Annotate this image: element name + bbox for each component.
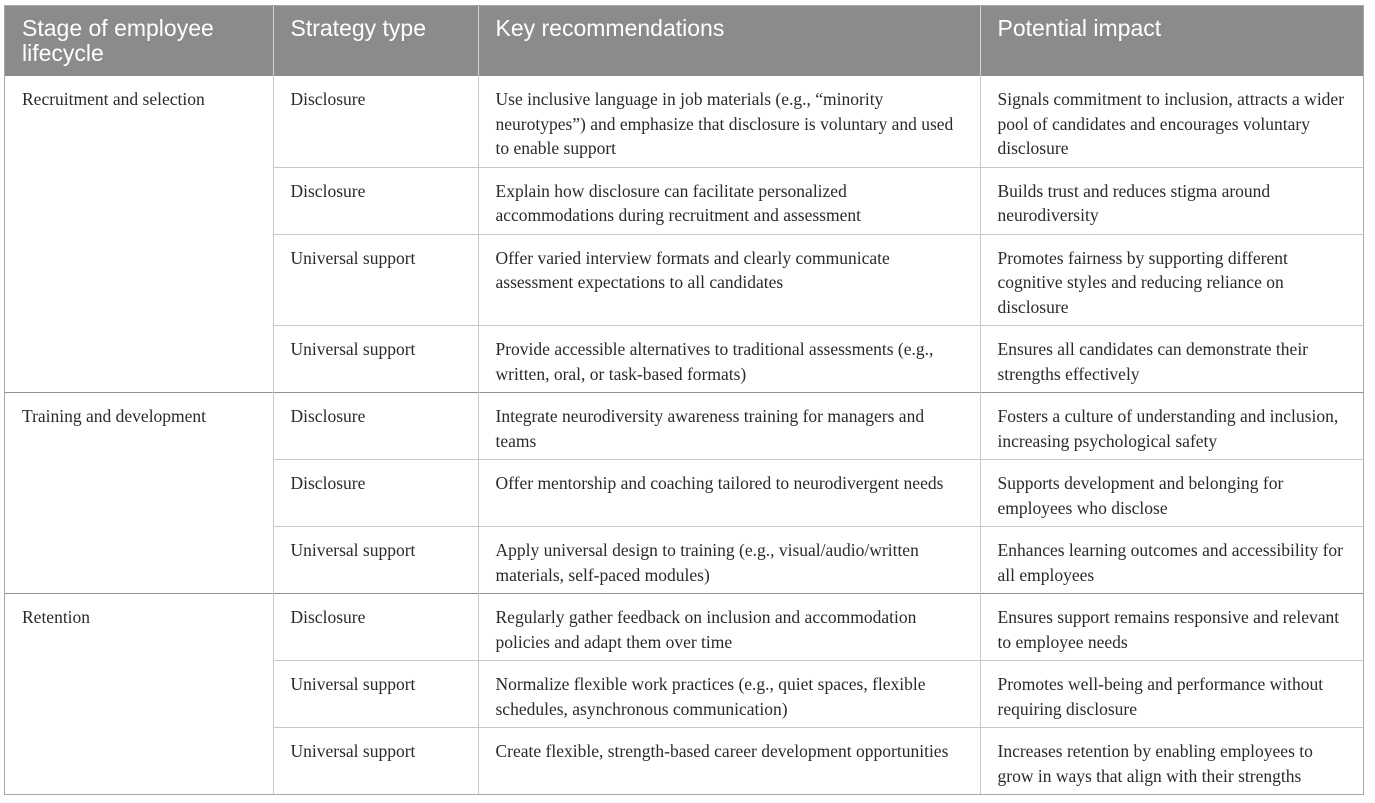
recommendation-cell: Offer varied interview formats and clearly communicate assessment expectations to all candidates: [478, 234, 980, 326]
header-strategy-type: Strategy type: [273, 6, 478, 76]
lifecycle-table-frame: [4, 5, 1364, 795]
impact-cell: Fosters a culture of understanding and inclusion, increasing psychological safety: [980, 393, 1363, 460]
header-row: [5, 6, 1363, 76]
impact-cell: Builds trust and reduces stigma around neurodiversity: [980, 167, 1363, 234]
strategy-cell: Universal support: [273, 661, 478, 728]
header-stage: Stage of employee lifecycle: [5, 6, 273, 76]
impact-cell: Promotes well-being and performance without requiring disclosure: [980, 661, 1363, 728]
strategy-cell: Disclosure: [273, 393, 478, 460]
strategy-cell: Disclosure: [273, 76, 478, 167]
impact-cell: Signals commitment to inclusion, attracts a wider pool of candidates and encourages voluntary disclosure: [980, 76, 1363, 167]
stage-cell: Retention: [5, 594, 273, 795]
recommendation-cell: Use inclusive language in job materials (e.g., “minority neurotypes”) and emphasize that disclosure is voluntary and used to enable support: [478, 76, 980, 167]
recommendation-cell: Apply universal design to training (e.g., visual/audio/written materials, self-paced modules): [478, 527, 980, 594]
table-header: [5, 6, 1363, 76]
strategy-cell: Disclosure: [273, 460, 478, 527]
table-row: [5, 393, 1363, 460]
header-potential-impact: Potential impact: [980, 6, 1363, 76]
recommendation-cell: Regularly gather feedback on inclusion and accommodation policies and adapt them over time: [478, 594, 980, 661]
impact-cell: Supports development and belonging for employees who disclose: [980, 460, 1363, 527]
strategy-cell: Universal support: [273, 234, 478, 326]
strategy-cell: Disclosure: [273, 167, 478, 234]
impact-cell: Ensures all candidates can demonstrate their strengths effectively: [980, 326, 1363, 393]
recommendation-cell: Normalize flexible work practices (e.g., quiet spaces, flexible schedules, asynchronous communication): [478, 661, 980, 728]
recommendation-cell: Create flexible, strength-based career development opportunities: [478, 728, 980, 795]
recommendation-cell: Offer mentorship and coaching tailored to neurodivergent needs: [478, 460, 980, 527]
lifecycle-strategy-table: [5, 6, 1363, 794]
impact-cell: Increases retention by enabling employees to grow in ways that align with their strengths: [980, 728, 1363, 795]
impact-cell: Ensures support remains responsive and relevant to employee needs: [980, 594, 1363, 661]
stage-cell: Training and development: [5, 393, 273, 594]
stage-cell: Recruitment and selection: [22, 89, 205, 109]
table-row: [5, 76, 1363, 167]
impact-cell: Promotes fairness by supporting different cognitive styles and reducing reliance on disclosure: [980, 234, 1363, 326]
recommendation-cell: Explain how disclosure can facilitate personalized accommodations during recruitment and assessment: [478, 167, 980, 234]
strategy-cell: Universal support: [273, 728, 478, 795]
recommendation-cell: Integrate neurodiversity awareness training for managers and teams: [478, 393, 980, 460]
strategy-cell: Universal support: [273, 326, 478, 393]
table-row: [5, 594, 1363, 661]
strategy-cell: Universal support: [273, 527, 478, 594]
strategy-cell: Disclosure: [273, 594, 478, 661]
table-body: [5, 76, 1363, 794]
header-key-recommendations: Key recommendations: [478, 6, 980, 76]
impact-cell: Enhances learning outcomes and accessibility for all employees: [980, 527, 1363, 594]
recommendation-cell: Provide accessible alternatives to traditional assessments (e.g., written, oral, or task-based formats): [478, 326, 980, 393]
